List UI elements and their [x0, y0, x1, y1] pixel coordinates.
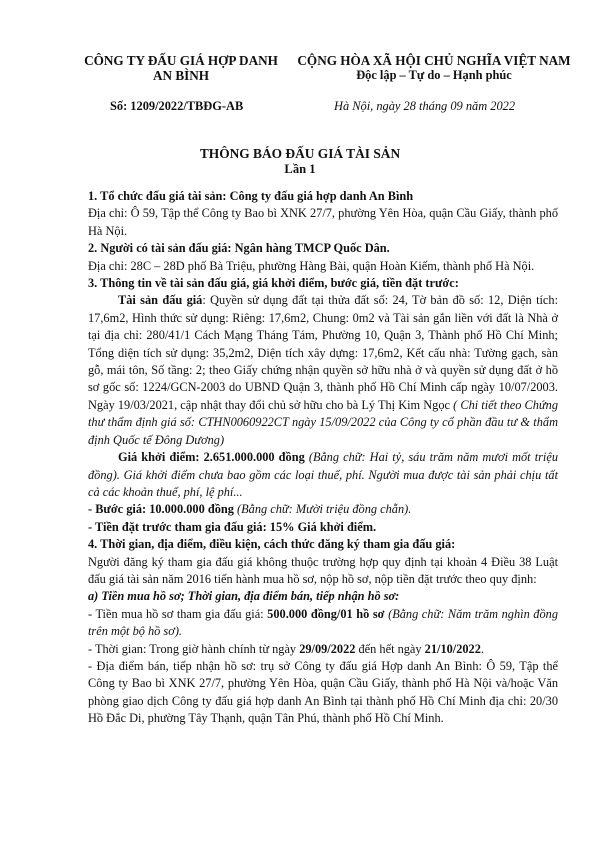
price-step-words: (Bằng chữ: Mười triệu đồng chẵn).: [233, 502, 412, 517]
start-price-note: Giá khởi điểm chưa bao gồm các loại thuế, phí. Người mua được tài sản phải chịu tất cả các khoản thuế, phí, lệ phí...: [88, 467, 558, 499]
section-1-heading: 1. Tổ chức đấu giá tài sản: Công ty đấu giá hợp danh An Bình: [88, 189, 414, 203]
time-to: 21/10/2022: [424, 641, 481, 656]
deposit-line: - Tiền đặt trước tham gia đấu giá: 15% Giá khởi điểm.: [88, 519, 377, 534]
time-end: .: [480, 641, 484, 656]
fee-prefix: - Tiền mua hồ sơ tham gia đấu giá:: [88, 606, 268, 621]
start-price-words: (Bằng chữ: Hai tỷ, sáu trăm năm mươi mốt triệu đồng).: [88, 450, 559, 482]
section-4a-heading: a) Tiền mua hồ sơ; Thời gian, địa điểm bán, tiếp nhận hồ sơ:: [88, 589, 400, 604]
dossier-fee: [88, 606, 558, 641]
document-subtitle: Lần 1: [284, 162, 316, 176]
place-date: Hà Nội, ngày 28 tháng 09 năm 2022: [334, 99, 516, 113]
document-number: Số: 1209/2022/TBĐG-AB: [110, 99, 244, 113]
section-2-address: Địa chỉ: 28C – 28D phố Bà Triệu, phường Hàng Bài, quận Hoàn Kiếm, thành phố Hà Nội.: [88, 258, 535, 273]
time-from: 29/09/2022: [299, 641, 356, 656]
org-name-line1: CÔNG TY ĐẤU GIÁ HỢP DANH: [84, 53, 278, 68]
asset-label: Tài sản đấu giá: [118, 293, 203, 308]
national-header: [296, 53, 572, 83]
time-mid: đến hết ngày: [355, 641, 425, 656]
section-2-heading: 2. Người có tài sản đấu giá: Ngân hàng TMCP Quốc Dân.: [88, 241, 390, 256]
section-3-heading: 3. Thông tin về tài sản đấu giá, giá khởi điểm, bước giá, tiền đặt trước:: [88, 276, 459, 291]
price-step: [88, 501, 558, 518]
start-price: [88, 449, 558, 501]
time-prefix: - Thời gian: Trong giờ hành chính từ ngày: [88, 641, 300, 656]
fee-words: (Bằng chữ: Năm trăm nghìn đồng trên một bộ hồ sơ).: [88, 606, 558, 639]
organization-header: [76, 53, 286, 83]
asset-note: ( Chi tiết theo Chứng thư thẩm định giá số: CTHN0060922CT ngày 15/09/2022 của Công ty cổ phần đầu tư & thẩm định Quốc tế Đông Dương): [88, 397, 558, 447]
org-name-line2: AN BÌNH: [152, 68, 210, 83]
fee-amount: 500.000 đồng/01 hồ sơ: [267, 606, 385, 621]
sale-location: - Địa điểm bán, tiếp nhận hồ sơ: trụ sở Công ty đấu giá Hợp danh An Bình: Ô 59, Tập thể Công ty Bao bì XNK 27/7, phường Yên Hòa, quận Cầu Giấy, thành phố Hà Nội và/hoặc Văn phòng giao dịch Công ty đấu giá hợp danh An Bình tại thành phố Hồ Chí Minh địa chỉ: 20/30 Hồ Đắc Di, phường Tây Thạnh, quận Tân Phú, thành phố Hồ Chí Minh.: [88, 658, 558, 726]
document-title: THÔNG BÁO ĐẤU GIÁ TÀI SẢN: [199, 146, 401, 161]
asset-description: [88, 292, 558, 449]
national-motto: Độc lập – Tự do – Hạnh phúc: [356, 68, 512, 82]
sale-time: [88, 641, 558, 658]
nation-name: CỘNG HÒA XÃ HỘI CHỦ NGHĨA VIỆT NAM: [297, 53, 571, 68]
document-body: [88, 188, 558, 728]
section-4-intro: Người đăng ký tham gia đấu giá không thuộc trường hợp quy định tại khoản 4 Điều 38 Luật đấu giá tài sản năm 2016 tiến hành mua hồ sơ, nộp hồ sơ, nộp tiền đặt trước theo quy định:: [88, 554, 558, 586]
asset-text: : Quyền sử dụng đất tại thửa đất số: 24, Tờ bản đồ số: 12, Diện tích: 17,6m2, Hình thức sử dụng: Riêng: 17,6m2, Chung: 0m2 và Tài sản gắn liền với đất là Nhà ở tại địa chỉ: 280/41/1 Cách Mạng Tháng Tám, Phường 10, Quận 3, Thành phố Hồ Chí Minh; Tổng diện tích sử dụng: 35,2m2, Diện tích xây dựng: 17,6m2, Kết cấu nhà: Tường gạch, sàn gỗ, mái tôn, Số tầng: 2; theo Giấy chứng nhận quyền sở hữu nhà ở và quyền sử dụng đất ở hồ sơ gốc số: 1224/GCN-2003 do UBND Quận 3, thành phố Hồ Chí Minh cấp ngày 10/07/2003. Ngày 19/03/2021, cập nhật thay đổi chủ sở hữu cho bà Lý Thị Kim Ngọc: [88, 293, 559, 412]
section-1-address: Địa chỉ: Ô 59, Tập thể Công ty Bao bì XNK 27/7, phường Yên Hòa, quận Cầu Giấy, thành phố Hà Nội.: [88, 206, 558, 238]
price-step-label: - Bước giá: 10.000.000 đồng: [88, 502, 234, 517]
start-price-label: Giá khởi điểm: 2.651.000.000 đồng: [118, 450, 305, 465]
section-4-heading: 4. Thời gian, địa điểm, điều kiện, cách thức đăng ký tham gia đấu giá:: [88, 537, 456, 552]
